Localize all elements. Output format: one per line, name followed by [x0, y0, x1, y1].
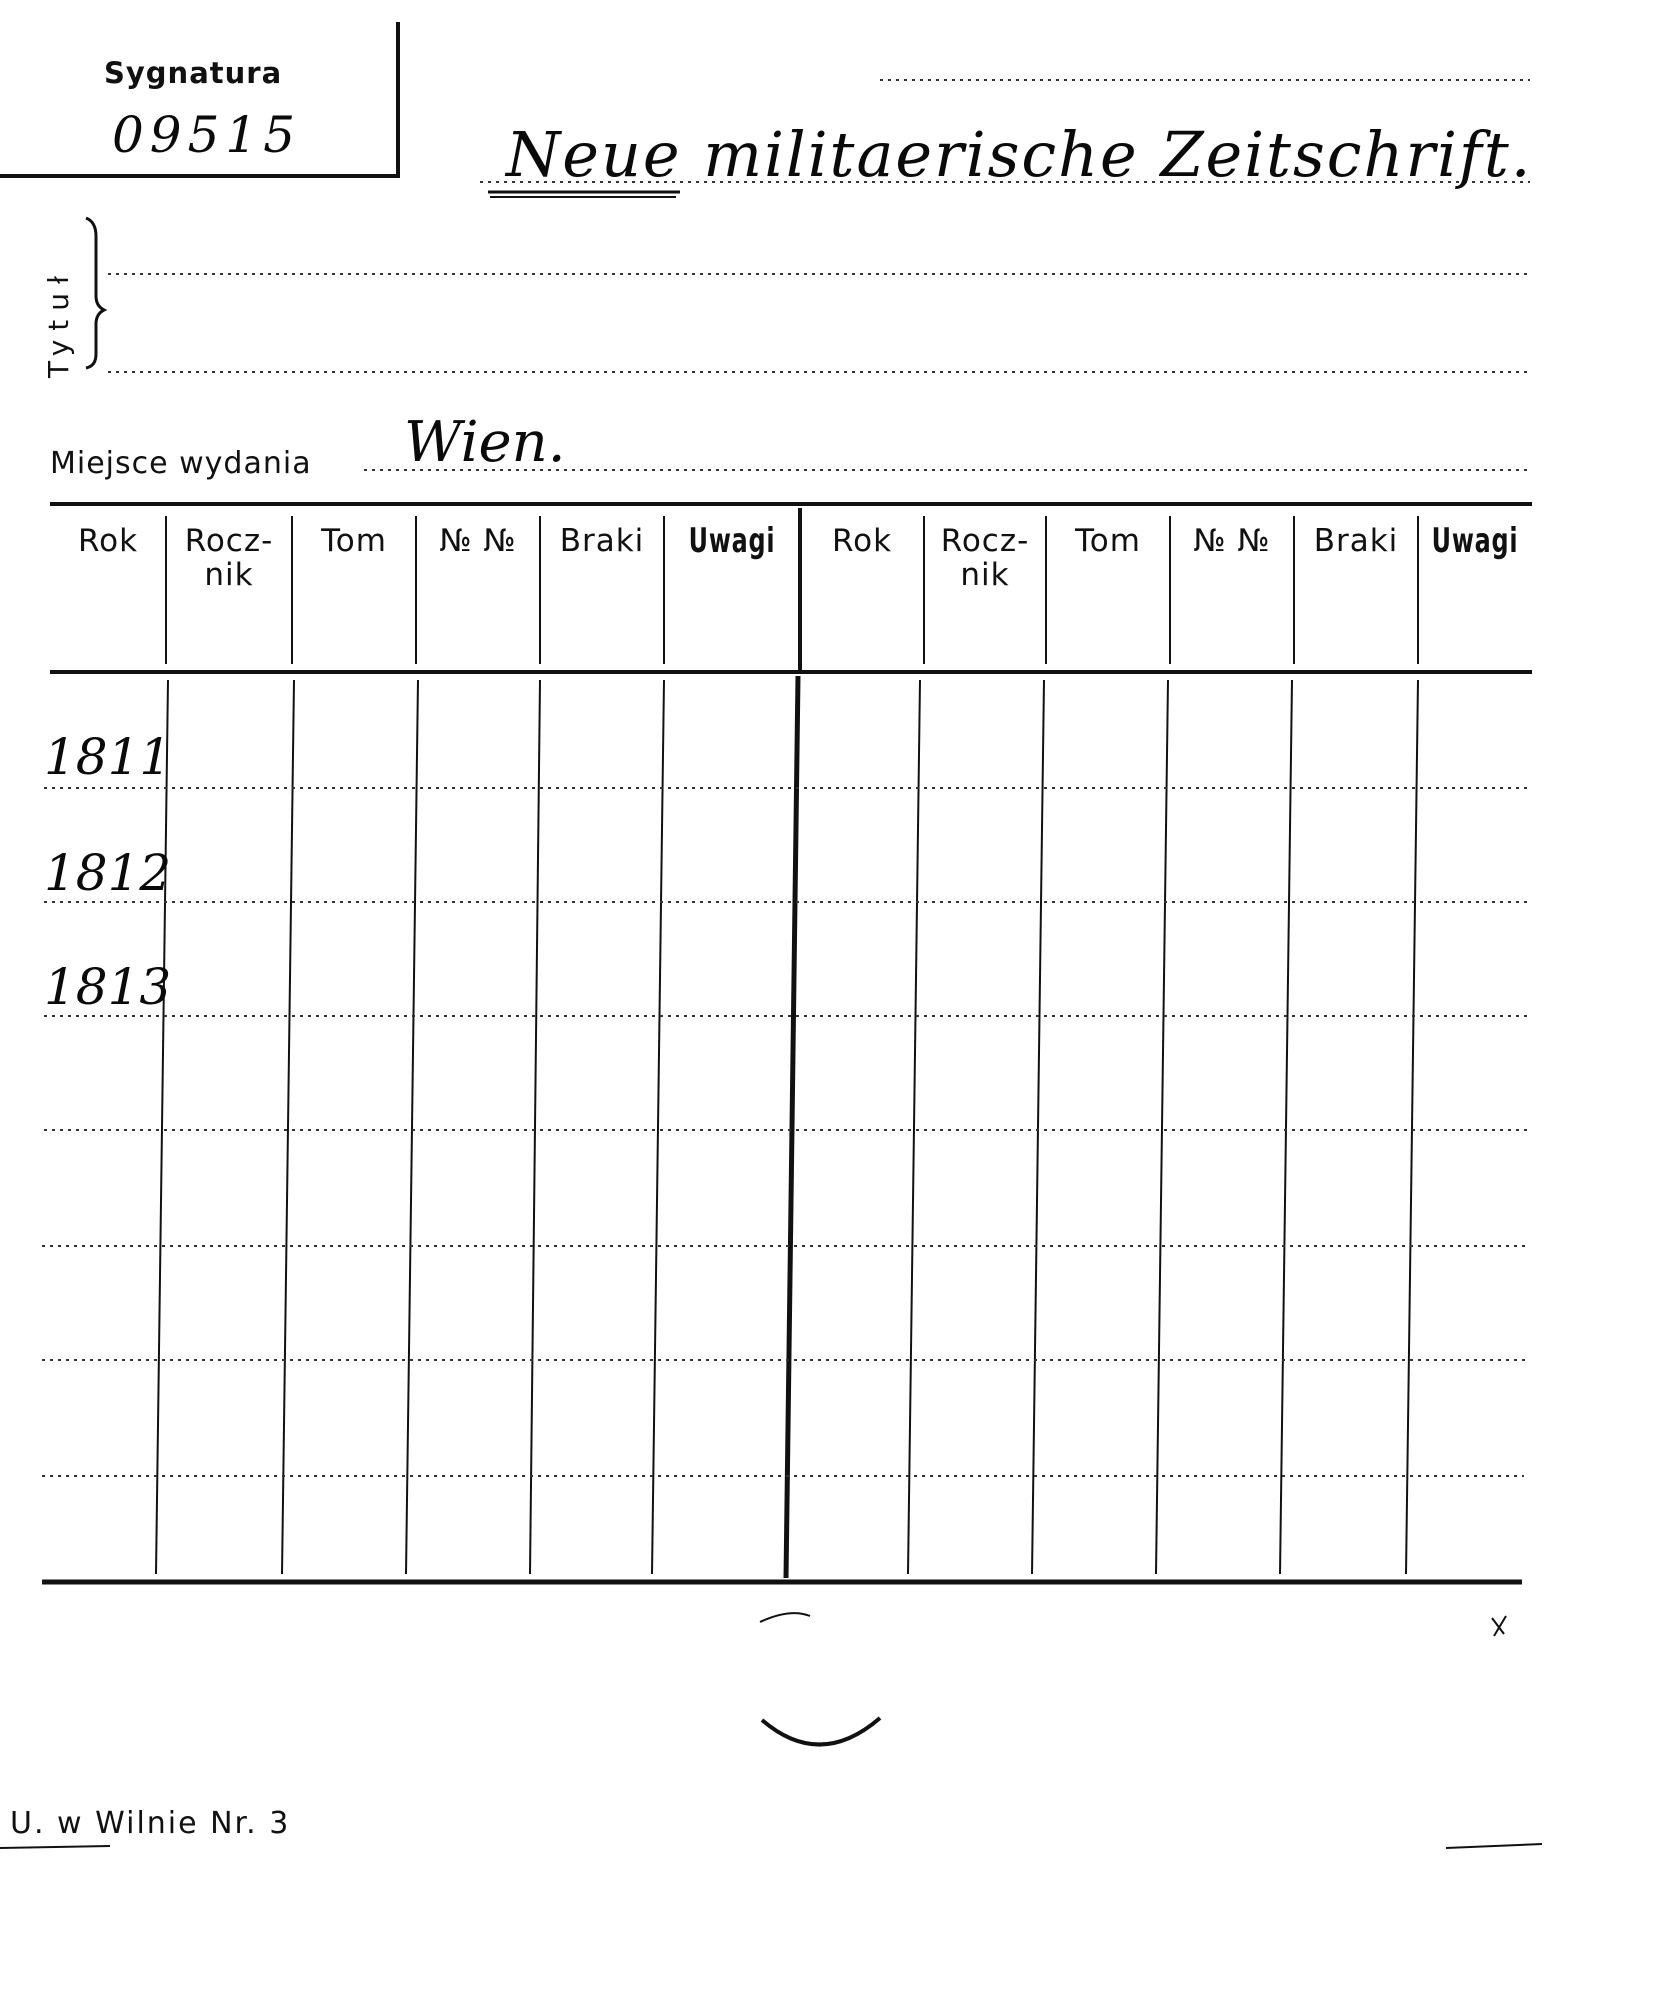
col-header-rok-2: Rok: [831, 523, 893, 559]
col-header-rocznik: [166, 524, 292, 592]
col-header-numery: № №: [439, 523, 517, 559]
place-handwritten: Wien.: [404, 410, 566, 475]
place-label: Miejsce wydania: [50, 446, 312, 481]
title-handwritten: Neue militaerische Zeitschrift.: [506, 118, 1533, 191]
col-header-braki-2: Braki: [1313, 523, 1399, 559]
title-label: Tytuł: [42, 267, 75, 378]
printer-imprint: U. w Wilnie Nr. 3: [10, 1806, 291, 1841]
col-header-tom: Tom: [321, 523, 387, 559]
col-header-rok: Rok: [77, 523, 139, 559]
signature-value: 09515: [112, 106, 302, 164]
col-header-braki: Braki: [559, 523, 645, 559]
col-header-uwagi-2: Uwagi: [1431, 521, 1519, 561]
col-header-rocznik-2-text: Rocz- nik: [940, 523, 1030, 593]
table-row-rok: 1813: [44, 958, 172, 1016]
table-row-rok: 1811: [44, 728, 172, 786]
table-row-rok: 1812: [44, 844, 172, 902]
signature-label: Sygnatura: [104, 56, 283, 90]
col-header-tom-2: Tom: [1075, 523, 1141, 559]
col-header-uwagi: Uwagi: [688, 521, 776, 561]
col-header-numery-2: № №: [1193, 523, 1271, 559]
col-header-rocznik-text: Rocz- nik: [184, 523, 274, 593]
col-header-rocznik-2: [924, 524, 1046, 592]
